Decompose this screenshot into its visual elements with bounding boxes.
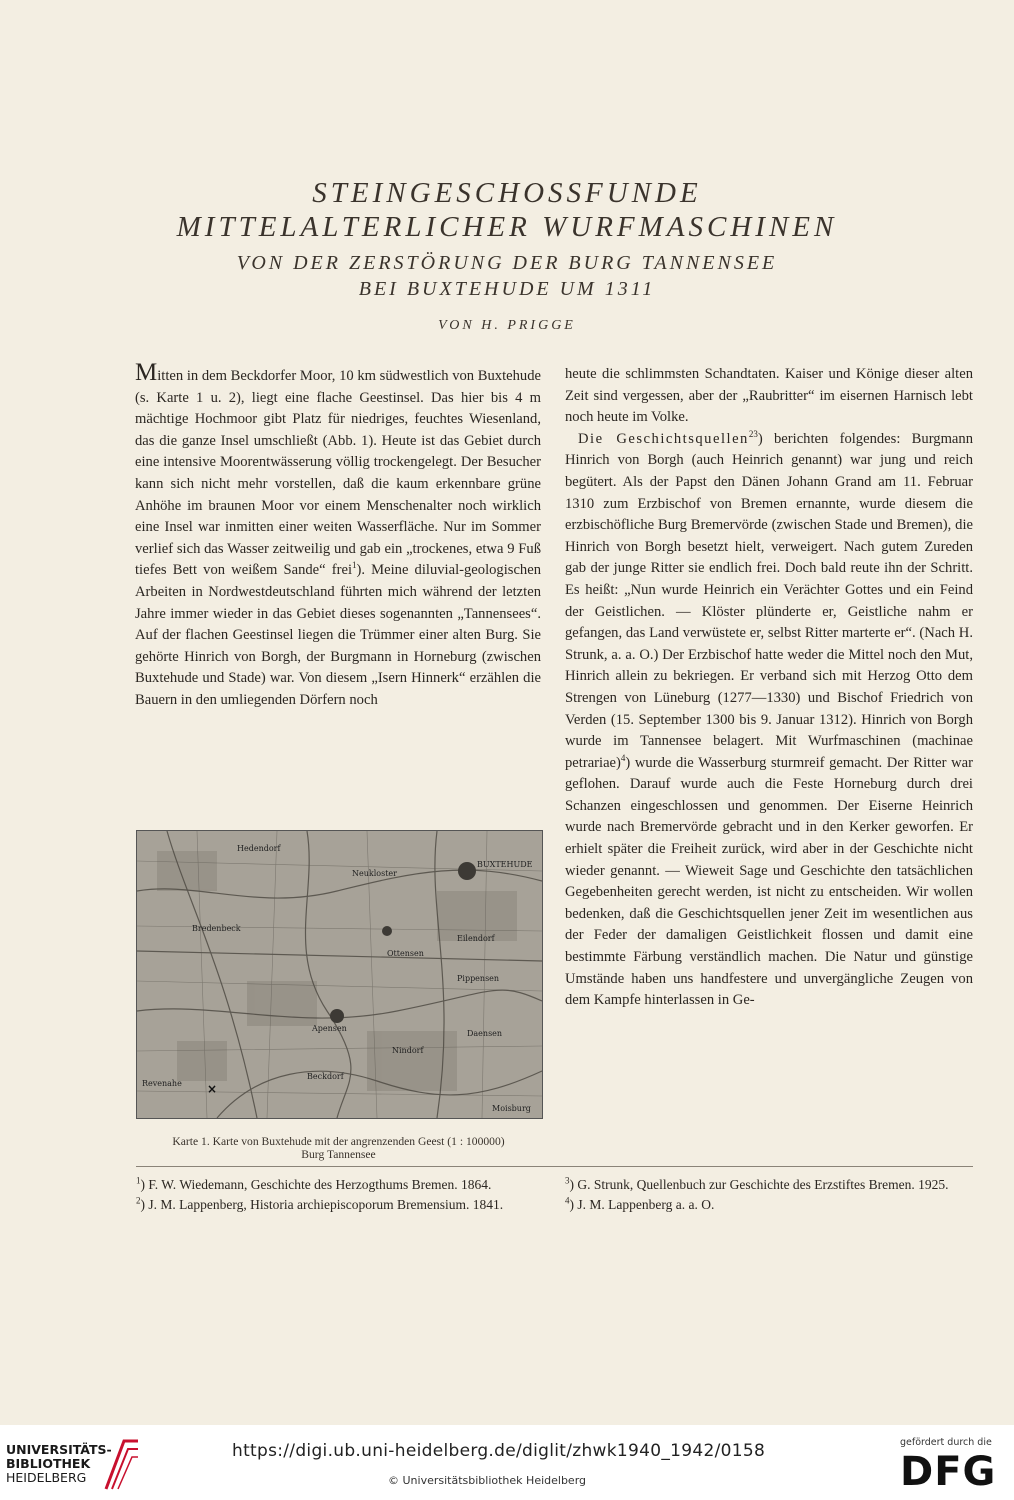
map-label: Ottensen [387, 949, 424, 958]
title-line-1: STEINGESCHOSSFUNDE [312, 177, 702, 209]
map-label: Daensen [467, 1029, 503, 1038]
footnote-2: $^2$) J. M. Lappenberg, Historia archiepiscoporum Bremensium. 1841. [136, 1195, 504, 1212]
right-column [565, 364, 973, 1012]
footnote-4: $^4$) J. M. Lappenberg a. a. O. [565, 1195, 715, 1212]
drop-cap: M [135, 359, 158, 386]
map-label: Revenahe [142, 1079, 182, 1088]
byline: VON H. PRIGGE [438, 318, 576, 333]
library-logo[interactable]: UNIVERSITÄTS- BIBLIOTHEK HEIDELBERG [6, 1442, 112, 1485]
viewer-footer [0, 1425, 1014, 1500]
library-emblem-icon [102, 1435, 142, 1491]
footnote-ref: 1 [352, 560, 357, 571]
footnotes-left [136, 1175, 541, 1215]
left-paragraph: Mitten in dem Beckdorfer Moor, 10 km südwestlich von Buxtehude (s. Karte 1 u. 2), liegt eine flache Geestinsel. Das hier bis 4 m mächtige Hochmoor gibt Platz für niedriges, feuchtes Wiesenland, das die ganze Insel umschließt (Abb. 1). Heute ist das Gebiet durch eine intensive Moorentwässerung völlig trockengelegt. Der Besucher kann sich nicht mehr vorstellen, daß die kaum erkennbare grüne Anhöhe im braunen Moor vor einem Menschenalter noch wirklich eine Insel war inmitten einer weiten Wasserfläche. Nur im Sommer verlief sich das Wasser zeitweilig und gab ein „trockenes, etwa 9 Fuß tiefes Bett von weißem Sande“ frei$^1$). Meine diluvial-geologischen Arbeiten in Nordwestdeutschland führten mich während der letzten Jahre immer wieder in das Gebiet dieses sogenannten „Tannensees“. Auf der flachen Geestinsel liegen die Trümmer einer alten Burg. Sie gehörte Hinrich von Borgh, der Burgmann in Horneburg (zwischen Buxtehude und Stade) war. Von diesem „Isern Hinnerk“ erzählen die Bauern in den umliegenden Dörfern noch [135, 359, 541, 708]
map-label: Neukloster [352, 869, 397, 878]
subtitle-line-1: VON DER ZERSTÖRUNG DER BURG TANNENSEE [236, 252, 778, 274]
map-caption [136, 1135, 541, 1161]
map-image [137, 831, 542, 1118]
right-paragraph-2: Die Geschichtsquellen$^{23}$) berichten folgendes: Burgmann Hinrich von Borgh (auch Heinrich genannt) war jung und reich begütert. Als der Papst den Dänen Johann Grand am 11. Februar 1310 zum Erzbischof von Bremen ernannte, wurde diesem die erzbischöfliche Burg Bremervörde (zwischen Stade und Bremen), die Hinrich von Borgh besetzt hielt, verweigert. Nach gutem Zureden gab der junge Ritter sie endlich frei. Doch bald reute ihn der Schritt. Es heißt: „Nun wurde Heinrich ein Verächter Gottes und ein Feind der Geistlichen. — Klöster plünderte er, Geistliche nahm er gefangen, das Land verwüstete er, selbst Ritter marterte er“. (Nach H. Strunk, a. a. O.) Der Erzbischof hatte weder die Mittel noch den Mut, Hinrich allein zu bekriegen. Er verband sich mit Herzog Otto dem Strengen von Lüneburg (1277—1330) und Bischof Friedrich von Verden (15. September 1300 bis 9. Januar 1312). Hinrich von Borgh wurde im Tannensee belagert. Mit Wurfmaschinen (machinae petrariae)$^4$) wurde die Wasserburg sturmreif gemacht. Der Ritter war geflohen. Darauf wurde auch die Feste Horneburg durch drei Schanzen eingeschlossen und genommen. Der Eiserne Heinrich wurde nach Bremervörde gebracht und in den Kerker geworfen. Er erhielt später die Freiheit zurück, wird aber in der Geschichte nicht wieder genannt. — Wieweit Sage und Geschichte den tatsächlichen Gegebenheiten gerecht werden, ist nicht zu entscheiden. Wir wollen bedenken, daß die Geschichtsquellen jener Zeit im wesentlichen aus der Feder der damaligen Geistlichkeit flossen und damit eine bestimmte Färbung verständlich machen. Die Natur und günstige Umstände haben uns handfestere und unvergängliche Zeugen von dem Kampfe hinterlassen in Ge- [565, 428, 974, 1009]
title-block [60, 176, 954, 334]
caption-line-2: Burg Tannensee [301, 1148, 376, 1161]
map-label: Hedendorf [237, 844, 281, 853]
footnotes-right [565, 1175, 973, 1215]
svg-text:×: × [207, 1082, 218, 1096]
map-label: Nindorf [392, 1046, 424, 1055]
footnote-1: $^1$) F. W. Wiedemann, Geschichte des Herzogthums Bremen. 1864. [136, 1175, 492, 1192]
permalink-url[interactable]: https://digi.ub.uni-heidelberg.de/diglit/zhwk1940_1942/0158 [232, 1441, 766, 1461]
map-label: Pippensen [457, 974, 500, 983]
right-paragraph-1: heute die schlimmsten Schandtaten. Kaiser und Könige dieser alten Zeit sind vergessen, aber der „Raubritter“ im eisernen Harnisch lebt noch heute im Volke. [565, 366, 973, 426]
map-label: Eilendorf [457, 934, 495, 943]
footnote-ref: 4 [620, 752, 626, 763]
map-label: Apensen [312, 1024, 347, 1033]
map-label: BUXTEHUDE [477, 860, 533, 869]
map-figure [136, 830, 543, 1119]
map-label: Moisburg [492, 1104, 531, 1113]
caption-line-1: Karte 1. Karte von Buxtehude mit der angrenzenden Geest (1 : 100000) [172, 1135, 505, 1148]
dfg-logo[interactable]: DFG [900, 1449, 997, 1495]
subtitle-line-2: BEI BUXTEHUDE UM 1311 [358, 278, 656, 300]
footnote-ref: 2 [748, 428, 754, 439]
copyright-notice: © Universitätsbibliothek Heidelberg [388, 1474, 587, 1487]
footnote-3: $^3$) G. Strunk, Quellenbuch zur Geschichte des Erzstiftes Bremen. 1925. [565, 1175, 949, 1192]
map-label: Bredenbeck [192, 924, 241, 933]
funding-note: gefördert durch die [900, 1437, 992, 1448]
left-column [135, 359, 541, 712]
footnote-ref: 3 [753, 428, 758, 439]
title-line-2: MITTELALTERLICHER WURFMASCHINEN [176, 211, 838, 243]
map-label: Beckdorf [307, 1072, 344, 1081]
footnote-divider [136, 1166, 973, 1167]
